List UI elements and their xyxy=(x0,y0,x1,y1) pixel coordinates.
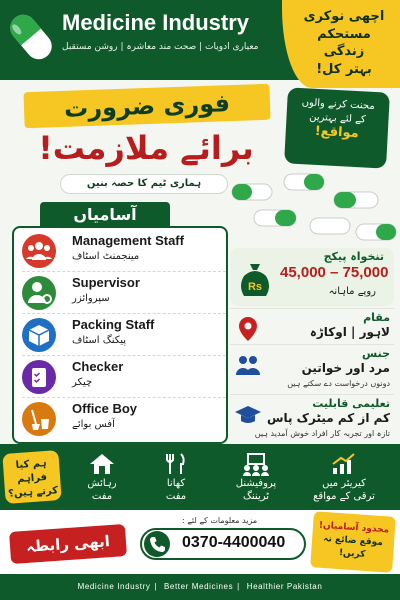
position-item xyxy=(22,398,226,440)
position-name-ur: سپروائزر xyxy=(72,293,110,304)
hero-urgent: فوری ضرورت xyxy=(23,84,270,129)
location-row xyxy=(230,308,394,344)
brand-tagline: معیاری ادویات | صحت مند معاشرہ | روشن مستقبل xyxy=(62,42,259,52)
house-icon xyxy=(89,452,115,476)
benefits-question-badge xyxy=(2,450,61,504)
growth-chart-icon xyxy=(331,452,357,476)
benefit-line: مفت xyxy=(165,490,187,502)
training-icon xyxy=(241,452,271,476)
benefit-item xyxy=(218,448,294,508)
clipboard-check-icon xyxy=(22,360,56,394)
corner-promo xyxy=(282,0,400,88)
phone-icon xyxy=(144,531,170,557)
education-value: کم از کم میٹرک پاس xyxy=(266,411,390,425)
positions-panel xyxy=(12,226,228,444)
opportunity-card xyxy=(284,87,390,168)
salary-label: تنخواہ پیکج xyxy=(323,250,384,263)
education-note: تازہ اور تجربہ کار افراد خوش آمدید ہیں xyxy=(254,429,390,438)
position-name-en: Packing Staff xyxy=(72,317,155,332)
position-item xyxy=(22,356,226,398)
benefit-item xyxy=(306,448,382,508)
benefit-line: کھانا xyxy=(166,478,186,489)
gender-note: دونوں درخواست دے سکتے ہیں xyxy=(287,379,390,388)
position-name-en: Management Staff xyxy=(72,233,184,248)
gender-value: مرد اور خواتین xyxy=(301,361,390,375)
position-item xyxy=(22,314,226,356)
money-bag-icon xyxy=(236,260,274,300)
phone-label: مزید معلومات کے لئے : xyxy=(182,516,258,525)
limited-seats-line: محدود آسامیاں! xyxy=(318,520,390,536)
position-name-ur: چیکر xyxy=(72,377,93,388)
broom-bucket-icon xyxy=(22,402,56,436)
fork-knife-icon xyxy=(163,452,189,476)
currency-label: Rs xyxy=(247,281,263,293)
position-item xyxy=(22,272,226,314)
location-pin-icon xyxy=(234,315,262,343)
education-label: تعلیمی قابلیت xyxy=(312,397,390,410)
benefit-line: کیریئر میں xyxy=(322,478,366,489)
benefits-question-line: کرتے ہیں؟ xyxy=(7,485,59,500)
benefits-question-line: ہم کیا xyxy=(15,457,47,472)
footer-item: Medicine Industry xyxy=(77,582,151,591)
graduation-cap-icon xyxy=(234,401,262,429)
contact-now-button[interactable]: ابھی رابطہ xyxy=(9,524,127,564)
opportunity-line: محنت کرنے والوں xyxy=(301,97,376,112)
box-icon xyxy=(22,318,56,352)
capsule-logo-icon xyxy=(6,8,56,66)
footer: Medicine Industry | Better Medicines | Healthier Pakistan xyxy=(0,574,400,600)
opportunity-line: کے لئے بہترین xyxy=(309,111,367,125)
hero-join-team: ہماری ٹیم کا حصہ بنیں xyxy=(60,174,228,194)
benefit-line: پروفیشنل xyxy=(235,478,277,489)
benefit-line: ترقی کے مواقع xyxy=(313,490,375,502)
corner-promo-line: مستحکم زندگی xyxy=(317,26,371,60)
position-name-ur: پیکنگ اسٹاف xyxy=(72,335,127,346)
benefit-line: ٹریننگ xyxy=(242,490,270,502)
location-value: لاہور | اوکاڑہ xyxy=(309,325,390,339)
position-name-en: Supervisor xyxy=(72,275,140,290)
location-label: مقام xyxy=(363,311,390,324)
phone-number-box[interactable] xyxy=(140,528,306,560)
benefit-line: مفت xyxy=(91,490,113,502)
position-item xyxy=(22,230,226,272)
hero-headline: برائے ملازمت! xyxy=(38,129,254,167)
benefit-line: رہائش xyxy=(87,478,117,489)
footer-item: Better Medicines xyxy=(163,582,234,591)
gender-row xyxy=(230,344,394,394)
supervisor-gear-icon xyxy=(22,276,56,310)
salary-box xyxy=(230,248,394,306)
footer-item: Healthier Pakistan xyxy=(246,582,323,591)
salary-range: 45,000 – 75,000 xyxy=(280,264,389,281)
benefits-question-line: فراہم xyxy=(16,471,48,486)
position-name-ur: مینجمنٹ اسٹاف xyxy=(72,251,140,262)
position-name-en: Checker xyxy=(72,359,124,374)
limited-seats-badge xyxy=(310,511,396,573)
positions-title: آسامیاں xyxy=(40,202,170,228)
position-name-en: Office Boy xyxy=(72,401,138,416)
benefit-item xyxy=(64,448,140,508)
benefit-item xyxy=(138,448,214,508)
opportunity-highlight: مواقع! xyxy=(314,123,360,142)
people-icon xyxy=(234,351,262,379)
education-row xyxy=(230,394,394,444)
salary-period: روپے ماہانہ xyxy=(328,286,376,297)
brand-name: Medicine Industry xyxy=(62,10,250,35)
limited-seats-line: موقع ضائع نہ کریں! xyxy=(322,533,384,560)
corner-promo-line: بہتر کل! xyxy=(316,61,372,77)
team-icon xyxy=(22,234,56,268)
position-name-ur: آفس بوائے xyxy=(72,419,115,430)
gender-label: جنس xyxy=(362,347,390,360)
corner-promo-line: اچھی نوکری xyxy=(303,9,385,24)
pills-decoration-icon xyxy=(214,170,400,248)
phone-number: 0370-4400040 xyxy=(182,534,286,551)
